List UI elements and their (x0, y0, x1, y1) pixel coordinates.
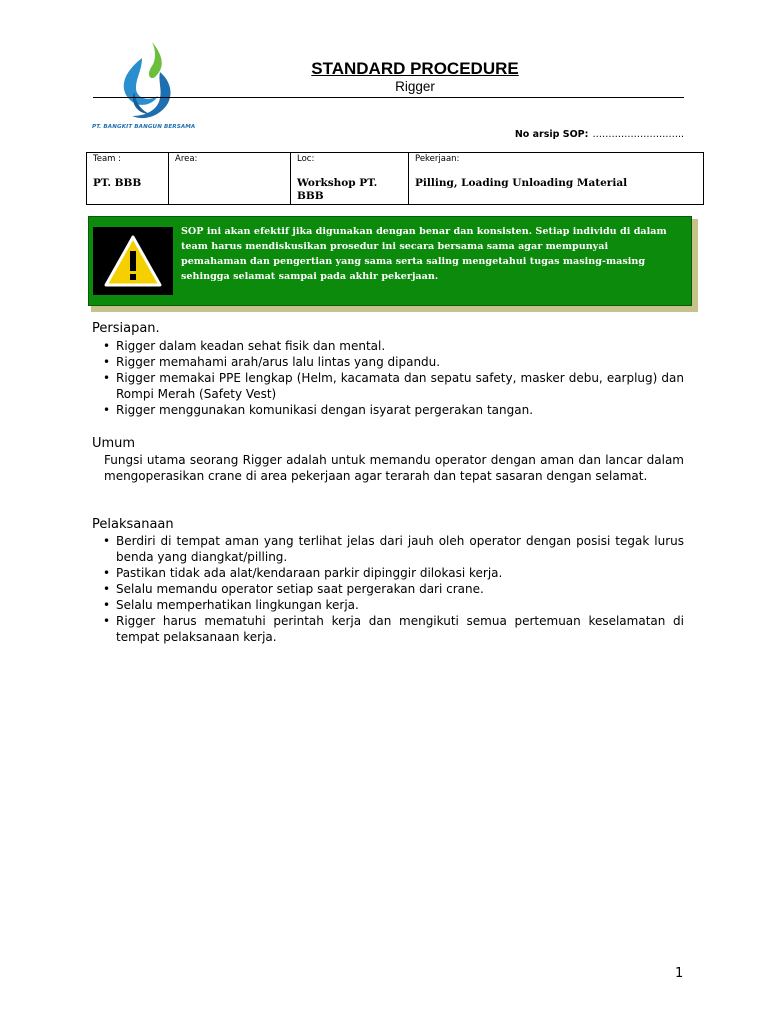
cell-label: Loc: (297, 154, 315, 164)
warning-triangle-icon (103, 234, 163, 288)
cell-label: Area: (175, 154, 198, 164)
info-table (86, 152, 704, 205)
table-cell-pekerjaan (409, 153, 704, 205)
section-title-pelaksanaan: Pelaksanaan (92, 517, 174, 532)
table-cell-loc (291, 153, 409, 205)
title-divider (93, 97, 684, 98)
list-item: • Rigger memakai PPE lengkap (Helm, kacamata dan sepatu safety, masker debu, earplug) dan Rompi Merah (Safety Vest) (100, 370, 684, 402)
list-item: • Selalu memandu operator setiap saat pergerakan dari crane. (100, 581, 684, 597)
section-title-umum: Umum (92, 436, 136, 451)
warning-text: SOP ini akan efektif jika digunakan dengan benar dan konsisten. Setiap individu di dalam team harus mendiskusikan prosedur ini secara bersama sama agar mempunyai pemahaman dan pengertian yang sama serta saling mengetahui tugas masing-masing sehingga selamat sampai pada akhir pekerjaan. (181, 226, 667, 282)
cell-label: Team : (93, 154, 122, 164)
company-logo (92, 40, 202, 135)
list-item: • Rigger memahami arah/arus lalu lintas yang dipandu. (100, 354, 684, 370)
archive-value: ……………………….. (592, 129, 684, 140)
list-item: • Pastikan tidak ada alat/kendaraan parkir dipinggir dilokasi kerja. (100, 565, 684, 581)
archive-label: No arsip SOP: (514, 129, 589, 140)
cell-value: PT. BBB (93, 177, 142, 189)
list-item: • Rigger harus mematuhi perintah kerja dan mengikuti semua pertemuan keselamatan di tempat pelaksanaan kerja. (100, 613, 684, 645)
persiapan-list (100, 338, 684, 418)
cell-value: Pilling, Loading Unloading Material (415, 177, 628, 189)
table-cell-area (169, 153, 291, 205)
section-title-persiapan: Persiapan. (92, 321, 160, 336)
list-item: • Selalu memperhatikan lingkungan kerja. (100, 597, 684, 613)
list-item: • Berdiri di tempat aman yang terlihat jelas dari jauh oleh operator dengan posisi tegak lurus benda yang diangkat/pilling. (100, 533, 684, 565)
archive-number (515, 129, 684, 140)
document-title: STANDARD PROCEDURE (311, 59, 519, 78)
cell-value: Workshop PT. BBB (297, 177, 378, 202)
list-item: • Rigger menggunakan komunikasi dengan isyarat pergerakan tangan. (100, 402, 684, 418)
warning-icon-box (93, 227, 173, 295)
company-name: PT. BANGKIT BANGUN BERSAMA (92, 124, 196, 130)
document-subtitle: Rigger (395, 79, 435, 94)
pelaksanaan-list (100, 533, 684, 645)
page-number: 1 (675, 966, 684, 981)
umum-paragraph: Fungsi utama seorang Rigger adalah untuk memandu operator dengan aman dan lancar dalam mengoperasikan crane di area pekerjaan agar terarah dan tepat sasaran dengan selamat. (104, 453, 684, 483)
warning-box (88, 216, 692, 306)
table-cell-team (87, 153, 169, 205)
flame-logo-icon (112, 40, 182, 122)
cell-label: Pekerjaan: (415, 154, 460, 164)
list-item: • Rigger dalam keadan sehat fisik dan mental. (100, 338, 684, 354)
